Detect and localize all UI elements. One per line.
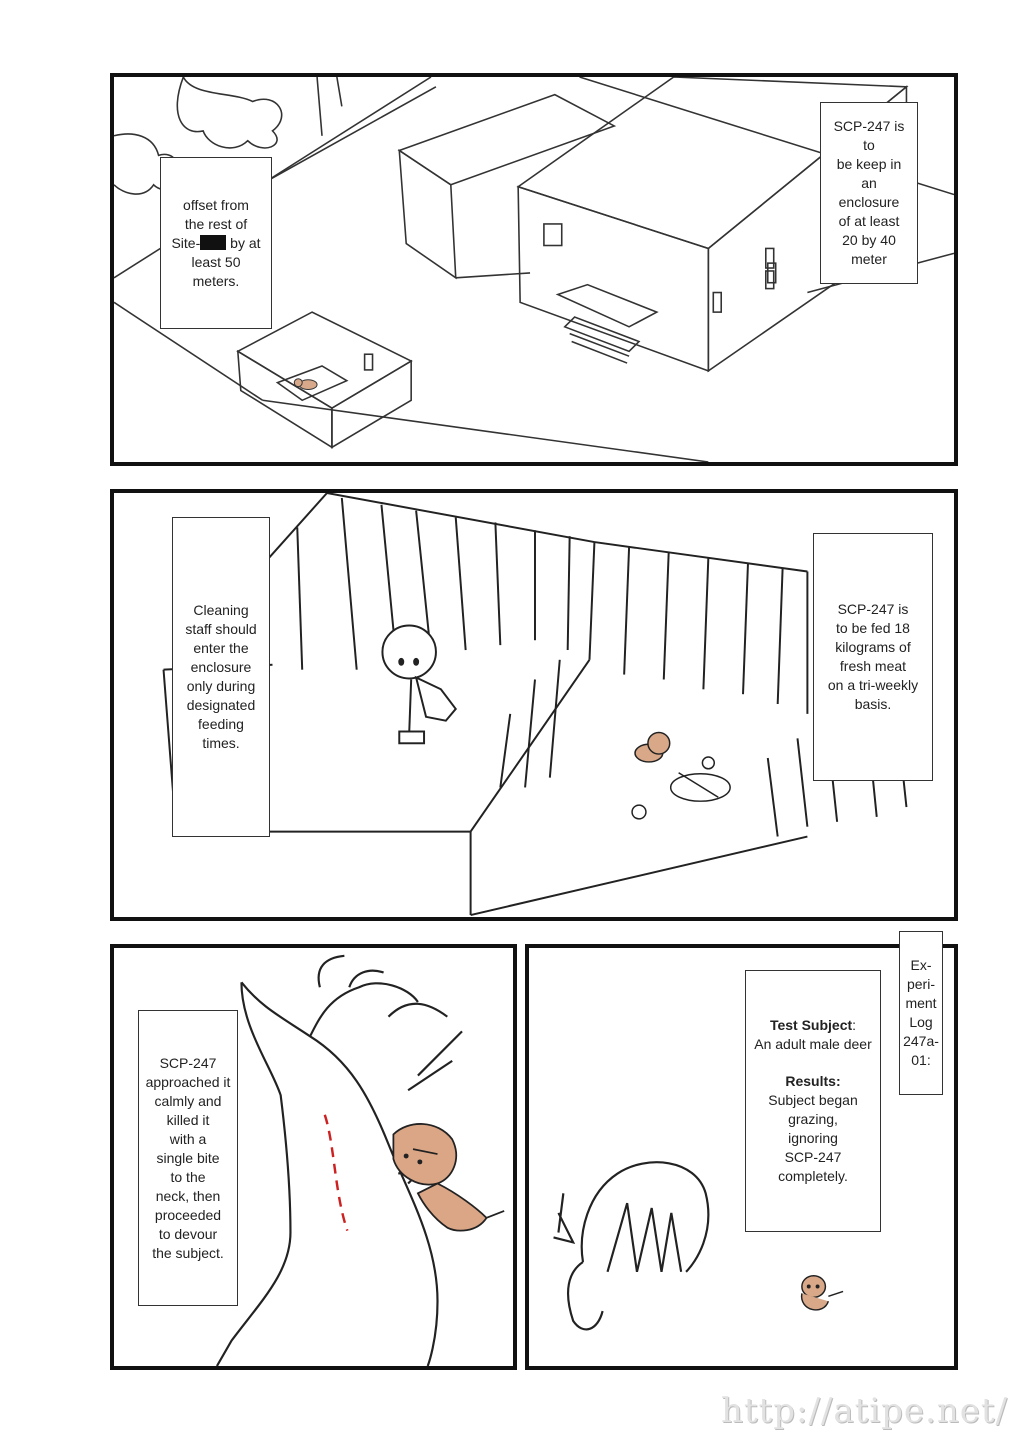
- test-subject-label: Test Subject: [769, 1017, 853, 1033]
- caption-cleaning-staff: Cleaning staff should enter the enclosure only during designated feeding times.: [172, 517, 270, 837]
- caption-attack: SCP-247 approached it calmly and killed it with a single bite to the neck, then proceeded to devour the subject.: [138, 1010, 238, 1306]
- caption-offset-post: by at least 50 meters.: [191, 234, 261, 289]
- panel-2-enclosure-interior: [110, 489, 958, 921]
- test-subject-colon: :: [852, 1017, 857, 1033]
- caption-feeding: SCP-247 is to be fed 18 kilograms of fresh meat on a tri-weekly basis.: [813, 533, 933, 781]
- panel-1-site-overview: [110, 73, 958, 466]
- caption-enclosure-size: SCP-247 is to be keep in an enclosure of at least 20 by 40 meter: [820, 102, 918, 284]
- caption-test-results: [745, 970, 881, 1232]
- results-label: Results:: [785, 1073, 841, 1089]
- watermark: http://atipe.net/: [721, 1391, 1008, 1431]
- caption-offset-pre: offset from the rest of Site-: [171, 196, 249, 251]
- caption-offset-distance: [160, 157, 272, 329]
- deer-grazing-illustration: [529, 948, 954, 1366]
- results-value: Subject began grazing, ignoring SCP-247 completely.: [768, 1092, 858, 1184]
- caption-experiment-log-label: Ex- peri- ment Log 247a- 01:: [899, 931, 943, 1095]
- test-subject-value: An adult male deer: [754, 1036, 872, 1052]
- redaction-bar: [200, 235, 226, 250]
- panel-4-experiment: [525, 944, 958, 1370]
- panel-3-attack: [110, 944, 517, 1370]
